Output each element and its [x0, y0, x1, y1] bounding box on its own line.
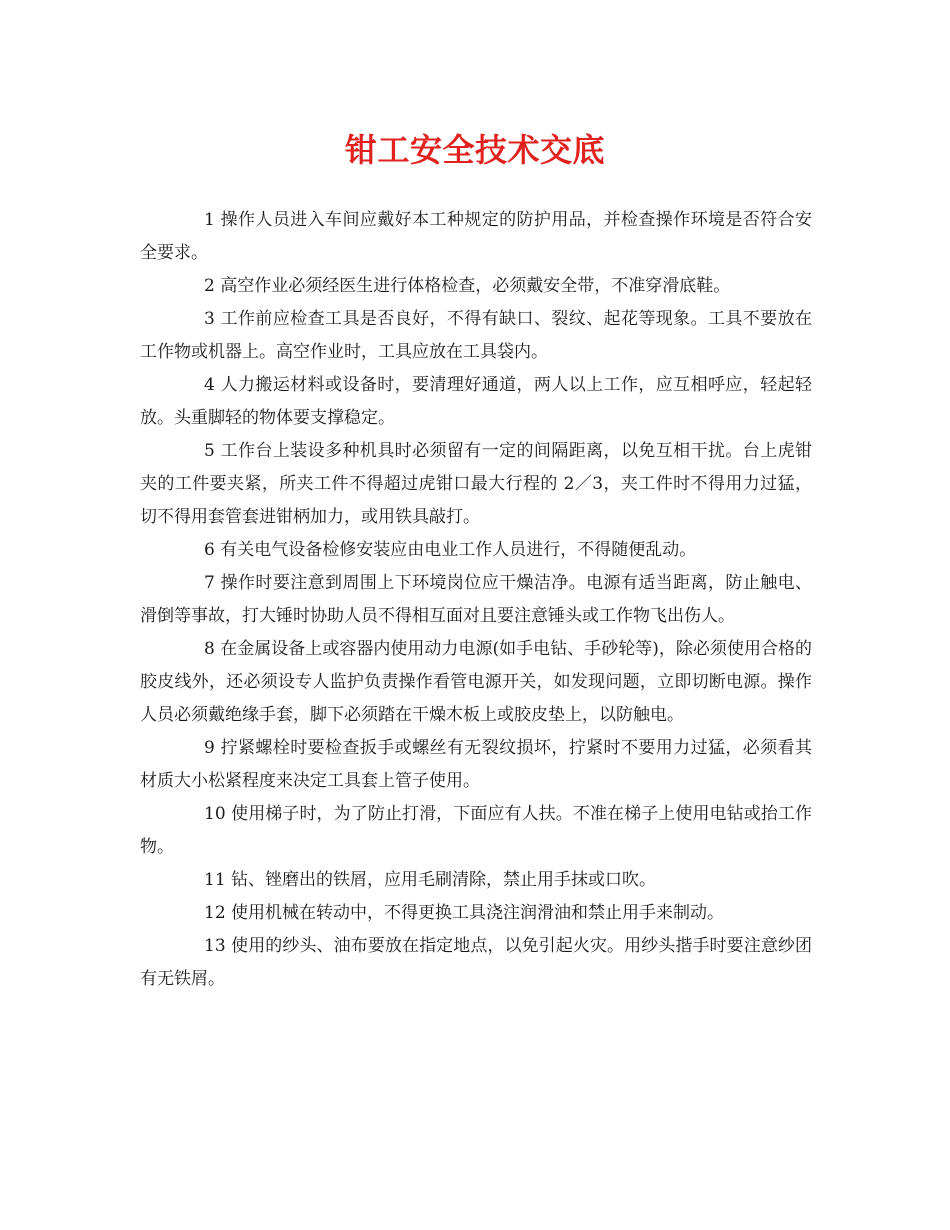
paragraph-3: 3 工作前应检查工具是否良好，不得有缺口、裂纹、起花等现象。工具不要放在工作物或机器上。高空作业时，工具应放在工具袋内。 [140, 309, 812, 362]
paragraph-1: 1 操作人员进入车间应戴好本工种规定的防护用品，并检查操作环境是否符合安全要求。 [140, 210, 812, 263]
document-body [140, 204, 812, 996]
paragraph-7: 7 操作时要注意到周围上下环境岗位应干燥洁净。电源有适当距离，防止触电、滑倒等事故，打大锤时协助人员不得相互面对且要注意锤头或工作物飞出伤人。 [140, 573, 812, 626]
paragraph-9: 9 拧紧螺栓时要检查扳手或螺丝有无裂纹损坏，拧紧时不要用力过猛，必须看其材质大小松紧程度来决定工具套上管子使用。 [140, 738, 812, 791]
paragraph-2: 2 高空作业必须经医生进行体格检查，必须戴安全带，不准穿滑底鞋。 [204, 276, 731, 296]
paragraph-10: 10 使用梯子时，为了防止打滑，下面应有人扶。不准在梯子上使用电钻或抬工作物。 [140, 804, 812, 857]
paragraph-6: 6 有关电气设备检修安装应由电业工作人员进行，不得随便乱动。 [204, 540, 697, 560]
paragraph-12: 12 使用机械在转动中，不得更换工具浇注润滑油和禁止用手来制动。 [204, 903, 725, 923]
paragraph-8: 8 在金属设备上或容器内使用动力电源(如手电钻、手砂轮等)，除必须使用合格的胶皮线外，还必须设专人监护负责操作看管电源开关，如发现问题，立即切断电源。操作人员必须戴绝缘手套，脚下必须踏在干燥木板上或胶皮垫上，以防触电。 [140, 639, 812, 725]
document-title: 钳工安全技术交底 [344, 131, 605, 169]
paragraph-11: 11 钻、锉磨出的铁屑，应用毛刷清除，禁止用手抹或口吹。 [204, 870, 657, 890]
paragraph-13: 13 使用的纱头、油布要放在指定地点，以免引起火灾。用纱头揩手时要注意纱团有无铁屑。 [140, 936, 812, 989]
paragraph-4: 4 人力搬运材料或设备时，要清理好通道，两人以上工作，应互相呼应，轻起轻放。头重脚轻的物体要支撑稳定。 [140, 375, 812, 428]
paragraph-5: 5 工作台上装设多种机具时必须留有一定的间隔距离，以免互相干扰。台上虎钳夹的工件要夹紧，所夹工件不得超过虎钳口最大行程的 2／3，夹工件时不得用力过猛，切不得用套管套进钳柄加力，或用铁具敲打。 [140, 441, 812, 527]
